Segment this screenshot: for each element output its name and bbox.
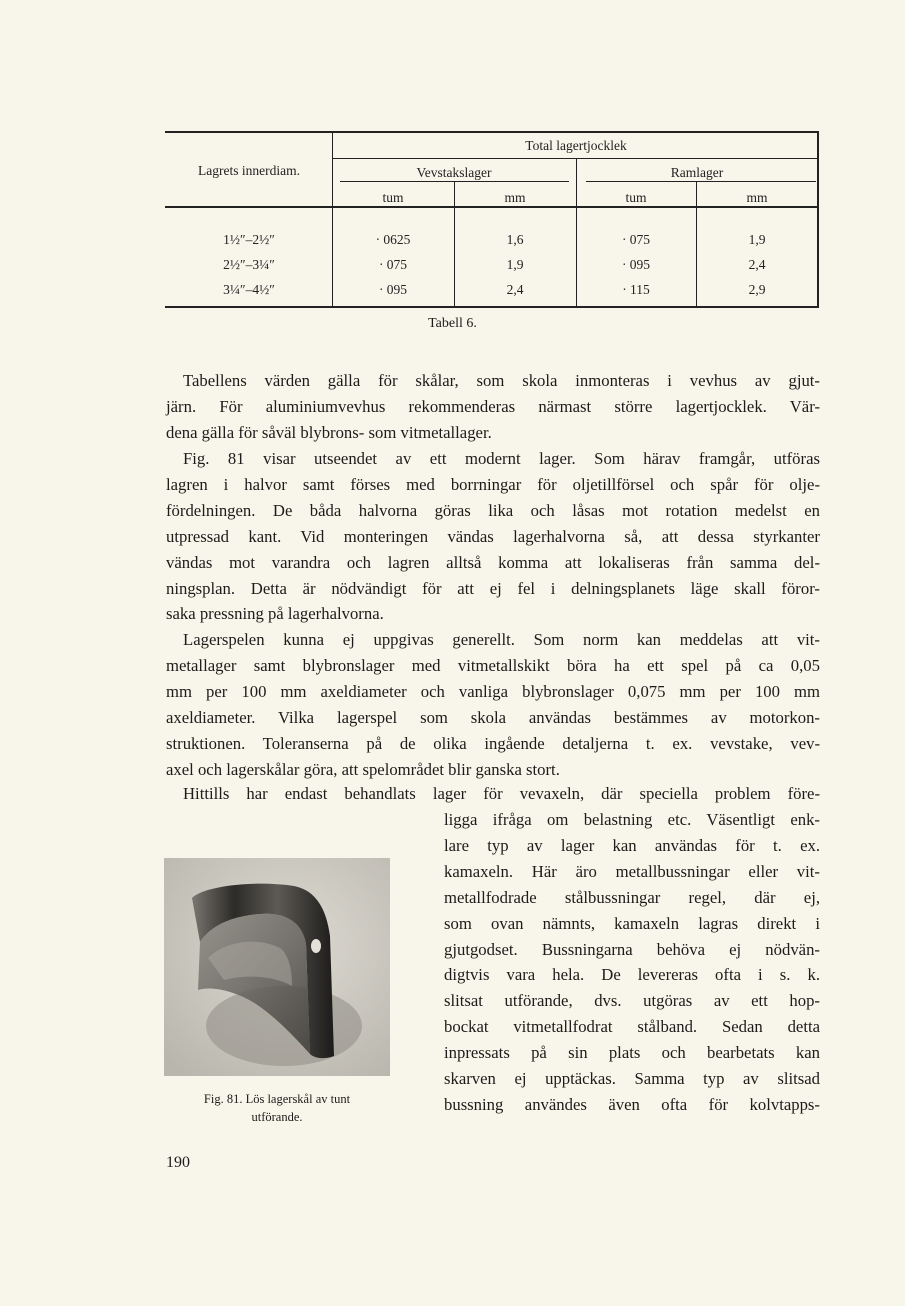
table-cell: · 115	[622, 282, 650, 297]
text-line: ligga ifråga om belastning etc. Väsentligt enk-	[444, 810, 820, 829]
table-unit-header: tum	[382, 190, 404, 205]
text-line: lare typ av lager kan användas för t. ex.	[444, 835, 820, 855]
table-cell: 1,6	[506, 232, 524, 247]
table-cell-diameter: 2½″–3¼″	[223, 257, 275, 272]
table-cell-diameter: 3¼″–4½″	[223, 282, 275, 297]
text-line: Tabellens värden gälla för skålar, som skola inmonteras i vevhus av gjut-	[183, 371, 820, 390]
text-line: struktionen. Toleranserna på de olika ingående detaljerna t. ex. vevstake, vev-	[166, 733, 820, 753]
text-line: digtvis vara hela. De levereras ofta i s. k.	[444, 965, 820, 985]
text-line: skarven ej upptäckas. Samma typ av slitsad	[444, 1069, 820, 1089]
paragraph	[166, 781, 820, 807]
table-unit-header: mm	[504, 190, 526, 205]
table-unit-header: mm	[746, 190, 768, 205]
table-cell: 1,9	[748, 232, 766, 247]
text-line: axeldiameter. Vilka lagerspel som skola användas bestämmes av motorkon-	[166, 707, 820, 727]
page-number: 190	[166, 1154, 190, 1171]
text-line: mm per 100 mm axeldiameter och vanliga blybronslager 0,075 mm per 100 mm	[166, 681, 820, 701]
figure-caption-line: Fig. 81. Lös lagerskål av tunt	[203, 1092, 351, 1106]
text-line: metallfodrade stålbussningar regel, där ej,	[444, 887, 820, 907]
text-line: slitsat utförande, dvs. utgöras av ett hop-	[444, 991, 820, 1011]
paragraph-column	[444, 807, 820, 1118]
table-group-header: Total lagertjocklek	[525, 138, 627, 153]
text-line: fördelningen. De båda halvorna göras lika och låsas mot rotation medelst en	[166, 500, 820, 520]
bearing-shell-photo	[164, 858, 390, 1076]
figure-caption	[160, 1090, 394, 1126]
bearing-thickness-table	[165, 131, 819, 309]
text-line: dena gälla för såväl blybrons- som vitmetallager.	[166, 422, 492, 442]
text-line: kamaxeln. Här äro metallbussningar eller vit-	[444, 861, 820, 881]
text-line: Hittills har endast behandlats lager för vevaxeln, där speciella problem före-	[183, 784, 820, 803]
text-line: vändas mot varandra och lagren alltså komma att lokaliseras från samma del-	[166, 552, 820, 572]
text-line: Fig. 81 visar utseendet av ett modernt lager. Som härav framgår, utföras	[183, 449, 820, 468]
text-line: bussning användes även ofta för kolvtapps-	[444, 1094, 820, 1114]
table-cell: · 095	[621, 257, 651, 272]
table-caption: Tabell 6.	[428, 316, 477, 331]
table-cell: · 0625	[375, 232, 411, 247]
text-line: lagren i halvor samt förses med borrningar för oljetillförsel och spår för olje-	[166, 474, 820, 494]
text-line: som ovan nämnts, kamaxeln lagras direkt i	[444, 913, 820, 933]
table-row-header: Lagrets innerdiam.	[198, 163, 300, 178]
table-cell: 2,4	[748, 257, 766, 272]
bearing-shell-illustration	[164, 858, 390, 1076]
text-line: saka pressning på lagerhalvorna.	[166, 604, 384, 624]
text-line: metallager samt blybronslager med vitmetallskikt böra ha ett spel på ca 0,05	[166, 655, 820, 675]
table-subheader-vevstakslager: Vevstakslager	[416, 165, 492, 180]
text-line: axel och lagerskålar göra, att spelområdet blir ganska stort.	[166, 759, 560, 779]
paragraph	[166, 446, 820, 627]
table-cell: · 095	[378, 282, 408, 297]
text-line: inpressats på sin plats och bearbetats kan	[444, 1043, 820, 1063]
table-cell-diameter: 1½″–2½″	[223, 232, 275, 247]
paragraph	[166, 368, 820, 446]
paragraph	[166, 627, 820, 782]
table-cell: 1,9	[506, 257, 524, 272]
table-cell: · 075	[621, 232, 651, 247]
text-line: järn. För aluminiumvevhus rekommenderas närmast större lagertjocklek. Vär-	[166, 396, 820, 416]
table-cell: 2,9	[748, 282, 766, 297]
table-cell: 2,4	[506, 282, 524, 297]
text-line: ningsplan. Detta är nödvändigt för att ej fel i delningsplanets läge skall föror-	[166, 578, 820, 598]
figure-caption-line: utförande.	[251, 1110, 303, 1124]
table-cell: · 075	[378, 257, 408, 272]
text-line: Lagerspelen kunna ej uppgivas generellt. Som norm kan meddelas att vit-	[183, 630, 820, 649]
table-unit-header: tum	[625, 190, 647, 205]
text-line: utpressad kant. Vid monteringen vändas lagerhalvorna så, att dessa styrkanter	[166, 526, 820, 546]
text-line: bockat vitmetallfodrat stålband. Sedan detta	[444, 1017, 820, 1037]
table-subheader-ramlager: Ramlager	[670, 165, 724, 180]
text-line: gjutgodset. Bussningarna behöva ej nödvän-	[444, 939, 820, 959]
